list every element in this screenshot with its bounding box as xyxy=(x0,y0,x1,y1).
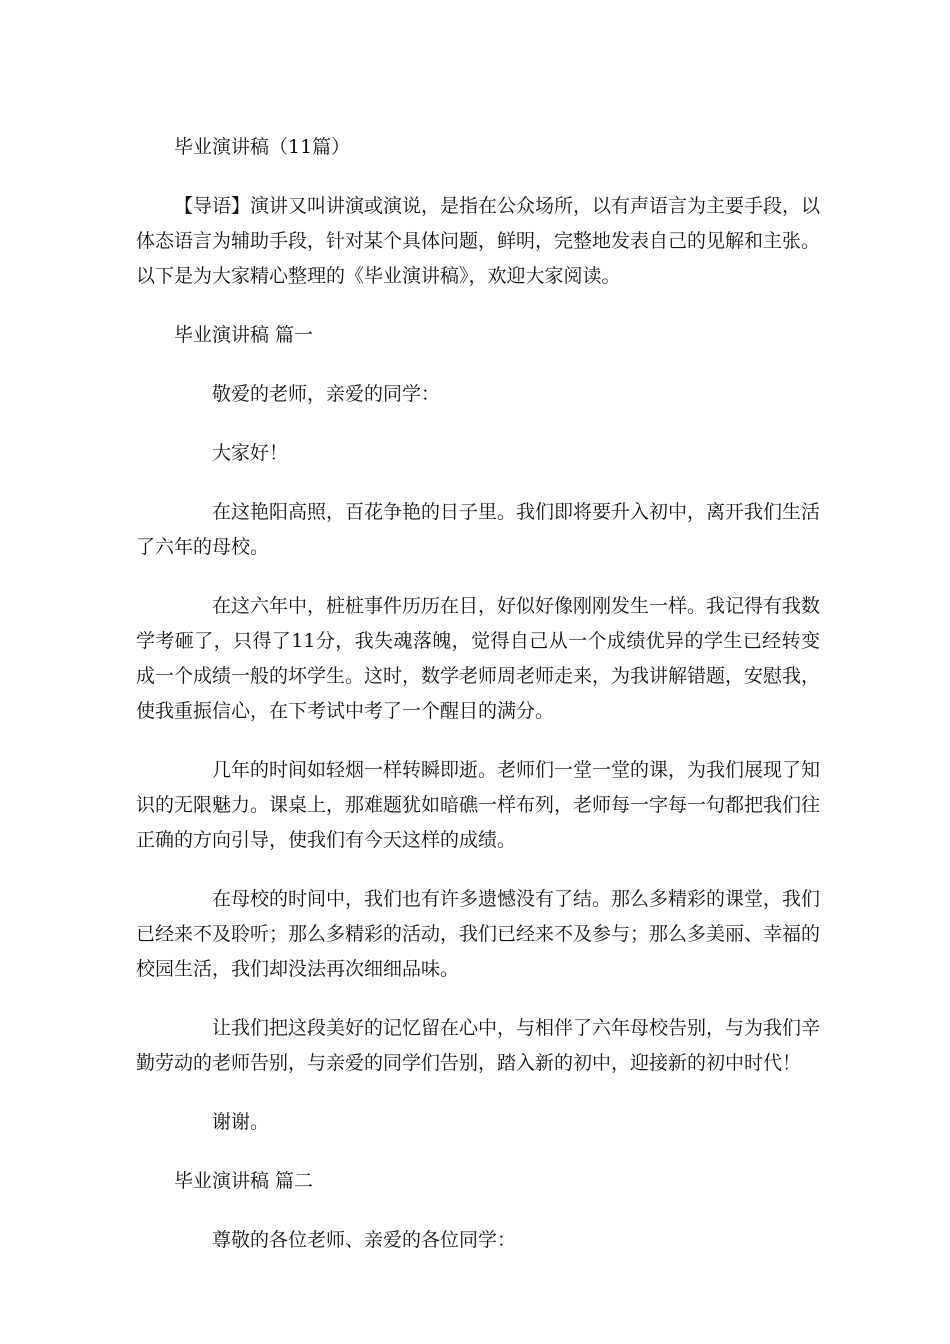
greeting-1: 大家好！ xyxy=(212,442,289,464)
section-heading-1: 毕业演讲稿 篇一 xyxy=(174,324,314,346)
closing-1: 谢谢。 xyxy=(212,1111,270,1133)
section-heading-2: 毕业演讲稿 篇二 xyxy=(174,1170,314,1192)
body-paragraph: 几年的时间如轻烟一样转瞬即逝。老师们一堂一堂的课，为我们展现了知识的无限魅力。课桌上，那难题犹如暗礁一样布列，老师每一字每一句都把我们往正确的方向引导，使我们有今天这样的成绩。 xyxy=(136,759,821,851)
body-paragraph: 在母校的时间中，我们也有许多遗憾没有了结。那么多精彩的课堂，我们已经来不及聆听；那么多精彩的活动，我们已经来不及参与；那么多美丽、幸福的校园生活，我们却没法再次细细品味。 xyxy=(136,888,821,980)
document-title: 毕业演讲稿（11篇） xyxy=(174,136,351,158)
body-paragraph: 在这六年中，桩桩事件历历在目，好似好像刚刚发生一样。我记得有我数学考砸了，只得了11分，我失魂落魄，觉得自己从一个成绩优异的学生已经转变成一个成绩一般的坏学生。这时，数学老师周老师走来，为我讲解错题，安慰我，使我重振信心，在下考试中考了一个醒目的满分。 xyxy=(136,595,821,722)
salutation-2: 尊敬的各位老师、亲爱的各位同学： xyxy=(212,1229,517,1251)
body-paragraph: 在这艳阳高照，百花争艳的日子里。我们即将要升入初中，离开我们生活了六年的母校。 xyxy=(136,501,821,558)
salutation-1: 敬爱的老师，亲爱的同学： xyxy=(212,383,441,405)
document-body xyxy=(136,130,820,1282)
lead-paragraph: 【导语】演讲又叫讲演或演说，是指在公众场所，以有声语言为主要手段，以体态语言为辅助手段，针对某个具体问题，鲜明，完整地发表自己的见解和主张。以下是为大家精心整理的《毕业演讲稿》，欢迎大家阅读。 xyxy=(136,195,821,287)
body-paragraph: 让我们把这段美好的记忆留在心中，与相伴了六年母校告别，与为我们辛勤劳动的老师告别，与亲爱的同学们告别，踏入新的初中，迎接新的初中时代！ xyxy=(136,1017,821,1074)
